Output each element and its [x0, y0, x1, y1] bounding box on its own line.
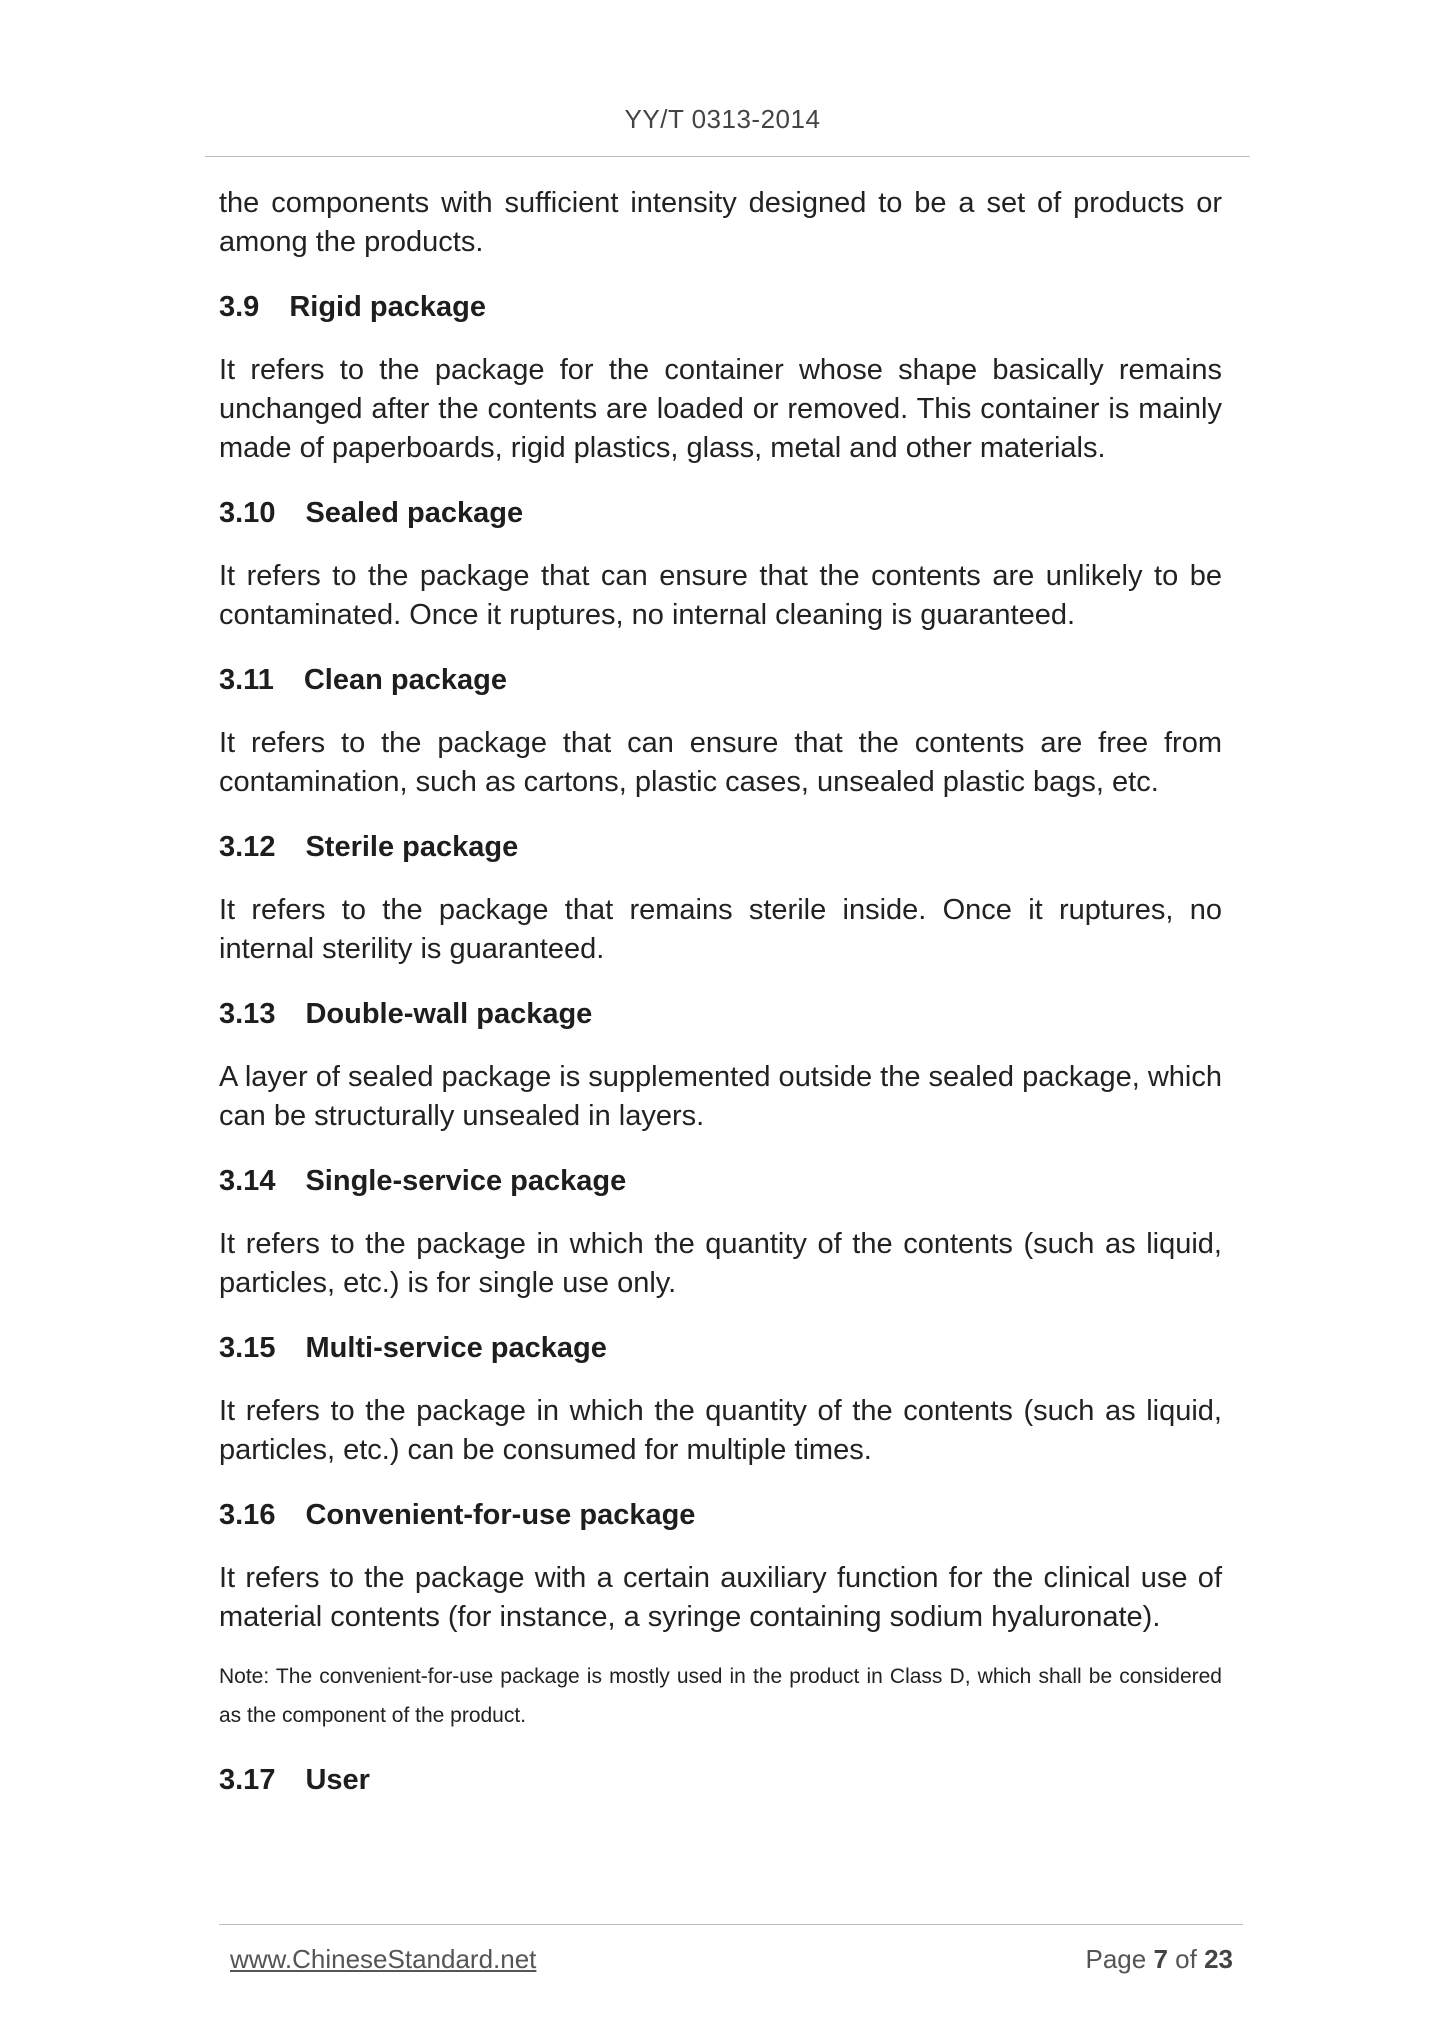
section-heading-3-10 [219, 494, 1222, 533]
section-text-3-16: It refers to the package with a certain auxiliary function for the clinical use of material contents (for instance, a syringe containing sodium hyaluronate). [219, 1562, 1222, 1633]
section-text-3-13: A layer of sealed package is supplemented outside the sealed package, which can be structurally unsealed in layers. [219, 1061, 1222, 1132]
section-title: Clean package [303, 664, 507, 696]
section-heading-3-15 [219, 1329, 1222, 1368]
section-number: 3.14 [219, 1165, 276, 1197]
section-title: Sterile package [305, 831, 519, 863]
section-text-3-11: It refers to the package that can ensure that the contents are free from contamination, such as cartons, plastic cases, unsealed plastic bags, etc. [219, 727, 1222, 798]
total-pages-number: 23 [1204, 1944, 1233, 1974]
intro-paragraph: the components with sufficient intensity designed to be a set of products or among the products. [219, 187, 1222, 258]
section-number: 3.12 [219, 831, 276, 863]
page-content [219, 184, 1222, 1824]
section-title: Convenient-for-use package [305, 1499, 696, 1531]
section-number: 3.10 [219, 497, 276, 529]
footer-divider [219, 1924, 1243, 1925]
section-heading-3-13 [219, 995, 1222, 1034]
section-heading-3-11 [219, 661, 1222, 700]
section-note-3-16: Note: The convenient-for-use package is mostly used in the product in Class D, which shall be considered as the component of the product. [219, 1665, 1222, 1727]
section-heading-3-12 [219, 828, 1222, 867]
section-heading-3-14 [219, 1162, 1222, 1201]
header-divider [205, 156, 1250, 157]
section-title: User [305, 1764, 370, 1796]
section-text-3-15: It refers to the package in which the quantity of the contents (such as liquid, particles, etc.) can be consumed for multiple times. [219, 1395, 1222, 1466]
section-title: Single-service package [305, 1165, 627, 1197]
section-title: Double-wall package [305, 998, 593, 1030]
current-page-number: 7 [1153, 1944, 1168, 1974]
section-number: 3.16 [219, 1499, 276, 1531]
page-of-label: of [1175, 1944, 1197, 1974]
section-title: Multi-service package [305, 1332, 607, 1364]
section-text-3-10: It refers to the package that can ensure that the contents are unlikely to be contaminated. Once it ruptures, no internal cleaning is guaranteed. [219, 560, 1222, 631]
page-label: Page [1085, 1944, 1147, 1974]
section-heading-3-9 [219, 288, 1222, 327]
section-text-3-9: It refers to the package for the container whose shape basically remains unchanged after the contents are loaded or removed. This container is mainly made of paperboards, rigid plastics, glass, metal and other materials. [219, 354, 1222, 464]
section-title: Sealed package [305, 497, 524, 529]
section-number: 3.11 [219, 664, 274, 696]
document-code-header: YY/T 0313-2014 [624, 104, 821, 134]
website-link[interactable]: www.ChineseStandard.net [230, 1944, 537, 1974]
section-number: 3.17 [219, 1764, 276, 1796]
section-title: Rigid package [289, 291, 486, 323]
section-text-3-14: It refers to the package in which the quantity of the contents (such as liquid, particles, etc.) is for single use only. [219, 1228, 1222, 1299]
section-number: 3.13 [219, 998, 276, 1030]
section-number: 3.15 [219, 1332, 276, 1364]
section-number: 3.9 [219, 291, 260, 323]
section-heading-3-17 [219, 1761, 1222, 1800]
section-text-3-12: It refers to the package that remains sterile inside. Once it ruptures, no internal sterility is guaranteed. [219, 894, 1222, 965]
page-indicator [1085, 1944, 1233, 1975]
section-heading-3-16 [219, 1496, 1222, 1535]
